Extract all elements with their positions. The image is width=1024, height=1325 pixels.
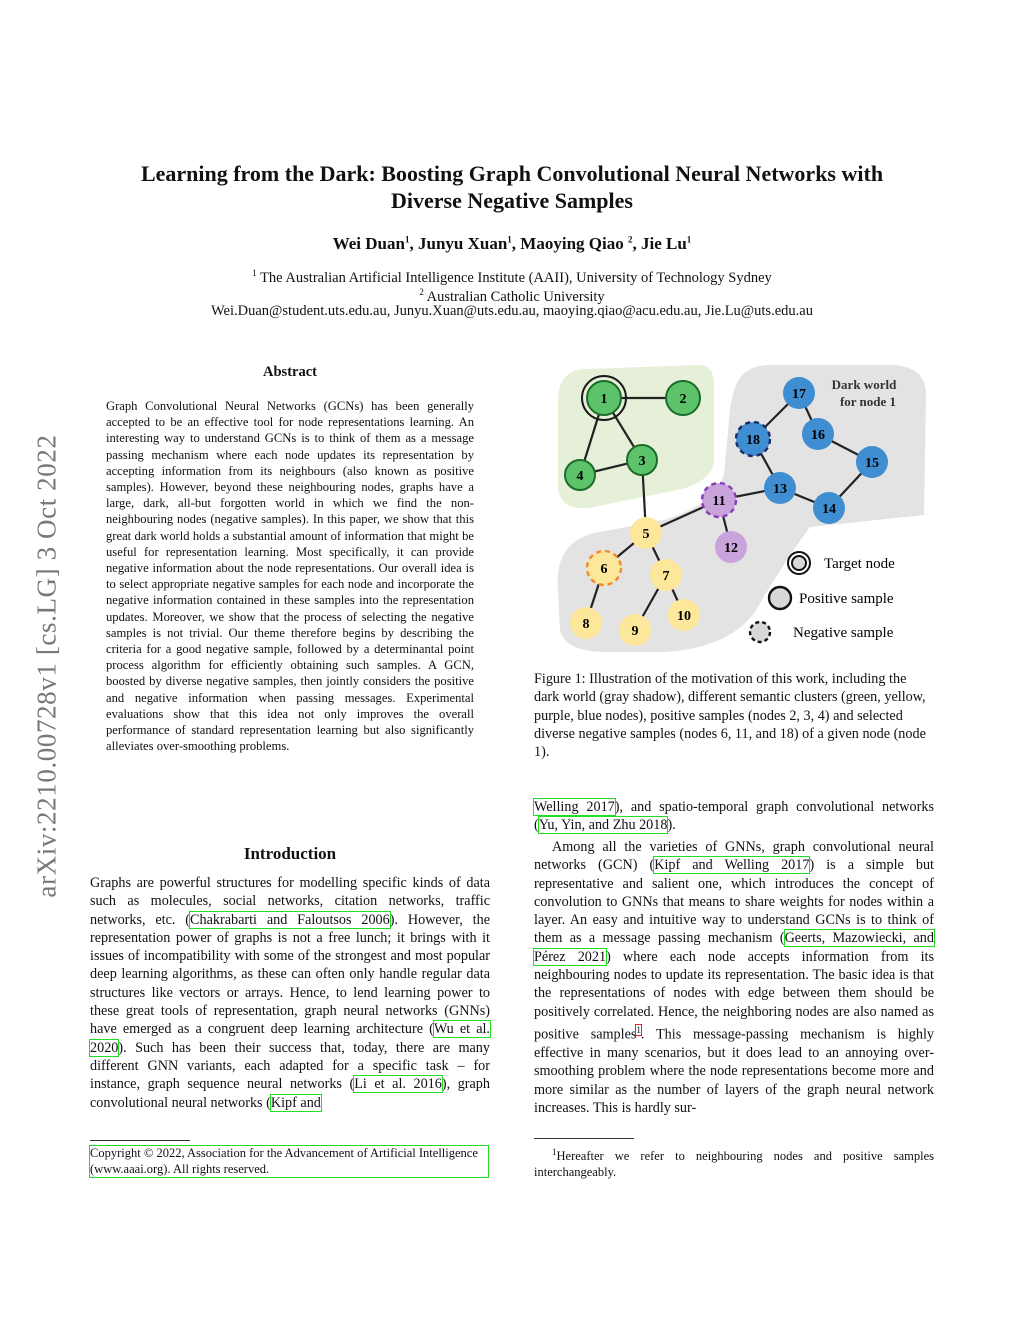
right-text-2: ). xyxy=(667,817,676,834)
right-text-3: Among all the varieties of GNNs, graph convolutional neural networks (GCN) ( xyxy=(534,839,934,874)
author-4: , Jie Lu xyxy=(632,234,687,253)
intro-text-2: ). However, the representation power of graphs is not a free lunch; it brings with it issues of incompatibility with some of the strongest and most popular deep learning algorithms, as these can often only handle regular data structures like vectors or arrays. Hence, to lend learning power to these great tools of representation, graph neural networks (GNNs) have emerged as a congruent deep learning architecture ( xyxy=(90,911,490,1038)
affiliation-1-mark: 1 xyxy=(252,268,257,278)
node-14-label: 14 xyxy=(822,502,836,517)
footnote-1-link[interactable]: 1 xyxy=(636,1024,641,1035)
abstract-heading: Abstract xyxy=(263,364,317,380)
right-text-5: ) where each node accepts information from its neighbouring nodes to update its representation. The basic idea is that the representations of nodes with edge between them should be positively correlated. Hence, the neighboring nodes are also named as positive samples xyxy=(534,948,935,1043)
node-12-label: 12 xyxy=(724,541,738,556)
introduction-heading: Introduction xyxy=(243,844,337,863)
citation-yu[interactable]: Yu, Yin, and Zhu 2018 xyxy=(538,817,668,834)
right-text-6: . This message-passing mechanism is highly effective in many scenarios, but it does lead to an annoying over-smoothing problem where the node representations become more and more similar as the number of layers of the graph neural network increases. This is hardly sur- xyxy=(534,1026,934,1116)
node-9-label: 9 xyxy=(631,624,639,639)
footnote-1-mark: 1 xyxy=(552,1147,557,1157)
citation-kipf-welling[interactable]: Kipf and Welling 2017 xyxy=(654,857,810,874)
figure-1-caption: Figure 1: Illustration of the motivation of this work, including the dark world (gray shadow), different semantic clusters (green, yellow, purple, blue nodes), positive samples (nodes 2, 3, 4) and selected diverse negative samples (nodes 6, 11, and 18) of a given node (node 1). xyxy=(534,671,926,761)
node-5-label: 5 xyxy=(642,527,650,542)
legend-negative-label: Negative sample xyxy=(793,625,894,641)
affiliation-2-mark: 2 xyxy=(419,287,424,297)
node-13-label: 13 xyxy=(773,482,787,497)
node-8-label: 8 xyxy=(582,617,590,632)
arxiv-sidebar xyxy=(18,366,76,966)
intro-text-4: ), graph convolutional neural networks ( xyxy=(90,1076,490,1111)
node-2-label: 2 xyxy=(679,392,687,407)
node-18-label: 18 xyxy=(746,433,760,448)
dark-world-label-line-1: Dark world xyxy=(831,377,897,392)
title-line-1: Learning from the Dark: Boosting Graph Convolutional Neural Networks with xyxy=(140,161,884,186)
legend-positive-marker xyxy=(769,587,791,609)
citation-chakrabarti[interactable]: Chakrabarti and Faloutsos 2006 xyxy=(190,911,390,928)
footnote-rule-right xyxy=(534,1138,634,1139)
dark-world-label-line-2: for node 1 xyxy=(839,394,897,409)
node-4-label: 4 xyxy=(576,469,584,484)
citation-geerts[interactable]: Geerts, Mazowiecki, and Pérez 2021 xyxy=(534,930,934,965)
abstract-body: Graph Convolutional Neural Networks (GCNs) has been generally accepted to be an effective tool for node representations learning. An interesting way to understand GCNs is to think of them as a message passing mechanism where each node updates its representation by accepting information from its neighbours (also known as positive samples). However, beyond these neighbouring nodes, graphs have a large, dark, all-but forgotten world in which we find the non-neighbouring nodes (negative samples). In this paper, we show that this great dark world holds a substantial amount of information that might be useful for representation learning. Most specifically, it can provide negative information about the node representations. Our overall idea is to select appropriate negative samples for each node and incorporate the negative information contained in these samples into the representation updates. Moreover, we show that the process of selecting the negative samples is not trivial. Our theme therefore begins by describing the criteria for a good negative sample, followed by a determinantal point process algorithm for efficiently obtaining such samples. A GCN, boosted by diverse negative samples, then jointly considers the positive and negative information when passing messages. Experimental evaluations show that this idea not only improves the overall performance of standard representation learning but also significantly alleviates over-smoothing problems. xyxy=(106,399,474,754)
node-6-label: 6 xyxy=(600,562,608,577)
citation-li[interactable]: Li et al. 2016 xyxy=(354,1076,442,1093)
citation-wu[interactable]: Wu et al. 2020 xyxy=(90,1021,490,1056)
author-3: , Maoying Qiao xyxy=(511,234,628,253)
introduction-body xyxy=(90,874,490,1112)
affiliation-1-text: The Australian Artificial Intelligence Institute (AAII), University of Technology Sydney xyxy=(256,269,772,286)
footnote-1 xyxy=(534,1145,934,1180)
legend-target-label: Target node xyxy=(824,556,895,572)
legend-negative-marker xyxy=(750,622,770,642)
author-1: Wei Duan xyxy=(332,234,405,253)
node-11-label: 11 xyxy=(712,494,726,509)
paper-title xyxy=(80,160,944,214)
footnote-1-text: Hereafter we refer to neighbouring nodes and positive samples interchangeably. xyxy=(534,1149,934,1179)
node-17-label: 17 xyxy=(792,387,806,402)
legend-target-inner xyxy=(792,556,806,570)
author-emails: Wei.Duan@student.uts.edu.au, Junyu.Xuan@uts.edu.au, maoying.qiao@acu.edu.au, Jie.Lu@uts.edu.au xyxy=(211,303,813,319)
node-7-label: 7 xyxy=(662,569,670,584)
node-16-label: 16 xyxy=(811,428,825,443)
intro-text-1: Graphs are powerful structures for modelling specific kinds of data such as molecules, social networks, citation networks, traffic networks, etc. ( xyxy=(90,875,490,928)
footnote-rule-left xyxy=(90,1140,190,1141)
node-10-label: 10 xyxy=(677,609,691,624)
citation-kipf-welling-cont[interactable]: Welling 2017 xyxy=(534,799,615,815)
node-3-label: 3 xyxy=(638,454,646,469)
copyright-notice[interactable]: Copyright © 2022, Association for the Advancement of Artificial Intelligence (www.aaai.org). All rights reserved. xyxy=(90,1146,488,1177)
right-column-continuation xyxy=(534,798,934,835)
figure-1-graph xyxy=(534,355,934,655)
right-column-paragraph xyxy=(534,838,934,1117)
author-2-affil: 1 xyxy=(507,234,512,245)
author-2: , Junyu Xuan xyxy=(409,234,508,253)
right-text-4: ) is a simple but representative and salient one, which introduces the concept of convolution to GNNs that means to share weights for nodes within a layer. An easy and intuitive way to understand GCNs is to think of them as a message passing mechanism ( xyxy=(534,857,934,947)
node-15-label: 15 xyxy=(865,456,879,471)
title-line-2: Diverse Negative Samples xyxy=(391,188,633,213)
right-text-1: ), and spatio-temporal graph convolutional networks ( xyxy=(534,799,934,834)
affiliation-2-text: Australian Catholic University xyxy=(423,288,605,305)
arxiv-identifier: arXiv:2210.00728v1 [cs.LG] 3 Oct 2022 xyxy=(31,434,62,898)
author-1-affil: 1 xyxy=(404,234,410,245)
author-list xyxy=(80,234,944,254)
intro-text-3: ). Such has been their success that, today, there are many different GNN variants, each adapted for a specific task – for instance, graph sequence neural networks ( xyxy=(90,1039,490,1093)
legend-positive-label: Positive sample xyxy=(799,591,894,607)
node-1-label: 1 xyxy=(600,392,608,407)
author-3-affil: 2 xyxy=(627,234,633,245)
citation-kipf-left[interactable]: Kipf and xyxy=(270,1094,321,1111)
author-4-affil: 1 xyxy=(686,234,692,245)
